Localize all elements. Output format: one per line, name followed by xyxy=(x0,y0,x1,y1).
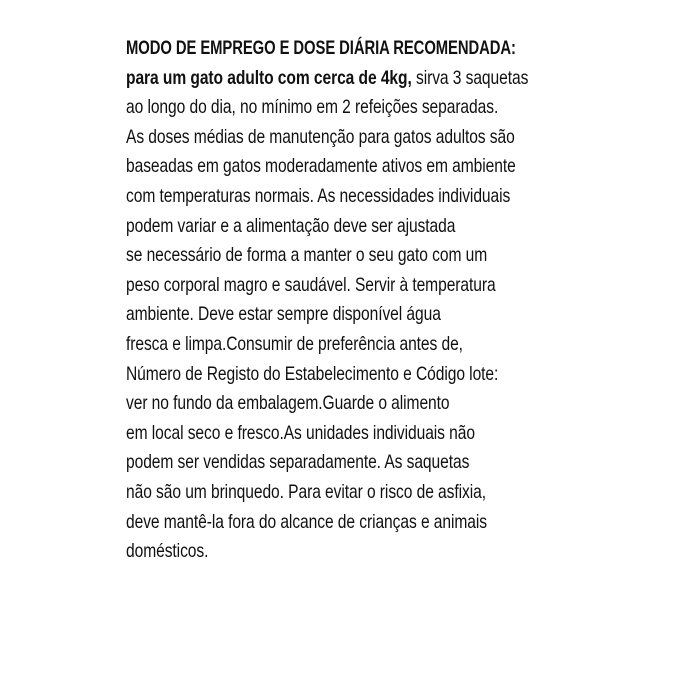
dose-line xyxy=(126,64,529,94)
instruction-line: ao longo do dia, no mínimo em 2 refeições separadas. xyxy=(126,96,499,119)
instruction-line: peso corporal magro e saudável. Servir à temperatura xyxy=(126,273,496,296)
instruction-line: ver no fundo da embalagem.Guarde o alimento xyxy=(126,392,450,415)
instruction-line: fresca e limpa.Consumir de preferência antes de, xyxy=(126,332,463,355)
instruction-line: ambiente. Deve estar sempre disponível água xyxy=(126,303,441,326)
instruction-line: domésticos. xyxy=(126,540,209,563)
instruction-line: não são um brinquedo. Para evitar o risco de asfixia, xyxy=(126,480,486,503)
instruction-line: em local seco e fresco.As unidades individuais não xyxy=(126,421,475,444)
instruction-line: podem variar e a alimentação deve ser ajustada xyxy=(126,214,456,237)
instruction-line: podem ser vendidas separadamente. As saquetas xyxy=(126,451,470,474)
instruction-line: se necessário de forma a manter o seu gato com um xyxy=(126,244,488,267)
instructions-heading: MODO DE EMPREGO E DOSE DIÁRIA RECOMENDADA: xyxy=(126,37,516,59)
instructions-panel xyxy=(126,34,566,567)
instruction-line: com temperaturas normais. As necessidades individuais xyxy=(126,184,511,207)
instruction-line: As doses médias de manutenção para gatos adultos são xyxy=(126,125,515,148)
instruction-line: baseadas em gatos moderadamente ativos em ambiente xyxy=(126,155,516,178)
dose-bold-text: para um gato adulto com cerca de 4kg, xyxy=(126,66,412,89)
instruction-line: deve mantê-la fora do alcance de crianças e animais xyxy=(126,510,487,533)
instruction-line: Número de Registo do Estabelecimento e Código lote: xyxy=(126,362,499,385)
dose-rest-text: sirva 3 saquetas xyxy=(411,66,529,89)
